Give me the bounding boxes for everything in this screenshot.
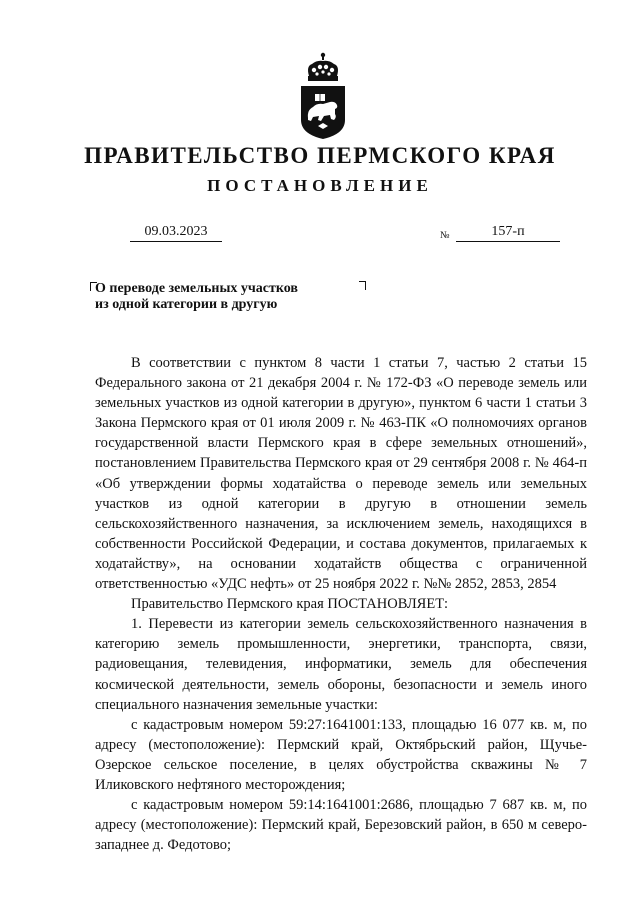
number-sign: № (440, 230, 450, 241)
document-date: 09.03.2023 (130, 224, 222, 242)
land-plot-paragraph: с кадастровым номером 59:14:1641001:2686, площадью 7 687 кв. м, по адресу (местоположение): Пермский край, Березовский район, в 650 м северо-западнее д. Федотово; (95, 797, 587, 854)
clause-1-paragraph: 1. Перевести из категории земель сельскохозяйственного назначения в категорию земель промышленности, энергетики, транспорта, связи, радиовещания, телевидения, информатики, земель для обеспечения космической деятельности, земель обороны, безопасности и земель иного специального назначения земельные участки: (95, 616, 587, 713)
government-name: ПРАВИТЕЛЬСТВО ПЕРМСКОГО КРАЯ (84, 143, 556, 168)
document-subject (95, 281, 395, 313)
document-body (95, 353, 587, 855)
coat-of-arms-icon (297, 52, 349, 140)
subject-line-1: О переводе земельных участков (95, 281, 298, 296)
subject-line-2: из одной категории в другую (95, 297, 278, 312)
document-type: ПОСТАНОВЛЕНИЕ (207, 176, 433, 195)
land-plot-paragraph: с кадастровым номером 59:27:1641001:133, площадью 16 077 кв. м, по адресу (местоположение): Пермский край, Октябрьский район, Щучье-Озерское сельское поселение, в целях обустройства скважины № 7 Иликовского нефтяного месторождения; (95, 716, 587, 793)
document-number: 157-п (456, 224, 560, 242)
preamble-paragraph: В соответствии с пунктом 8 части 1 статьи 7, частью 2 статьи 15 Федерального закона от 21 декабря 2004 г. № 172-ФЗ «О переводе земель или земельных участков из одной категории в другую», пунктом 6 части 1 статьи 3 Закона Пермского края от 01 июля 2009 г. № 463-ПК «О полномочиях органов государственной власти Пермского края в сфере земельных отношений», постановлением Правительства Пермского края от 29 сентября 2008 г. № 464-п «Об утверждении формы ходатайства о переводе земель или земельных участков из одной категории в другую в отношении земель сельскохозяйственного назначения, за исключением земель, находящихся в собственности Российской Федерации, и состава документов, прилагаемых к ходатайству», на основании ходатайств общества с ограниченной ответственностью «УДС нефть» от 25 ноября 2022 г. №№ 2852, 2853, 2854 (95, 355, 587, 593)
resolution-paragraph: Правительство Пермского края ПОСТАНОВЛЯЕТ: (131, 596, 449, 613)
